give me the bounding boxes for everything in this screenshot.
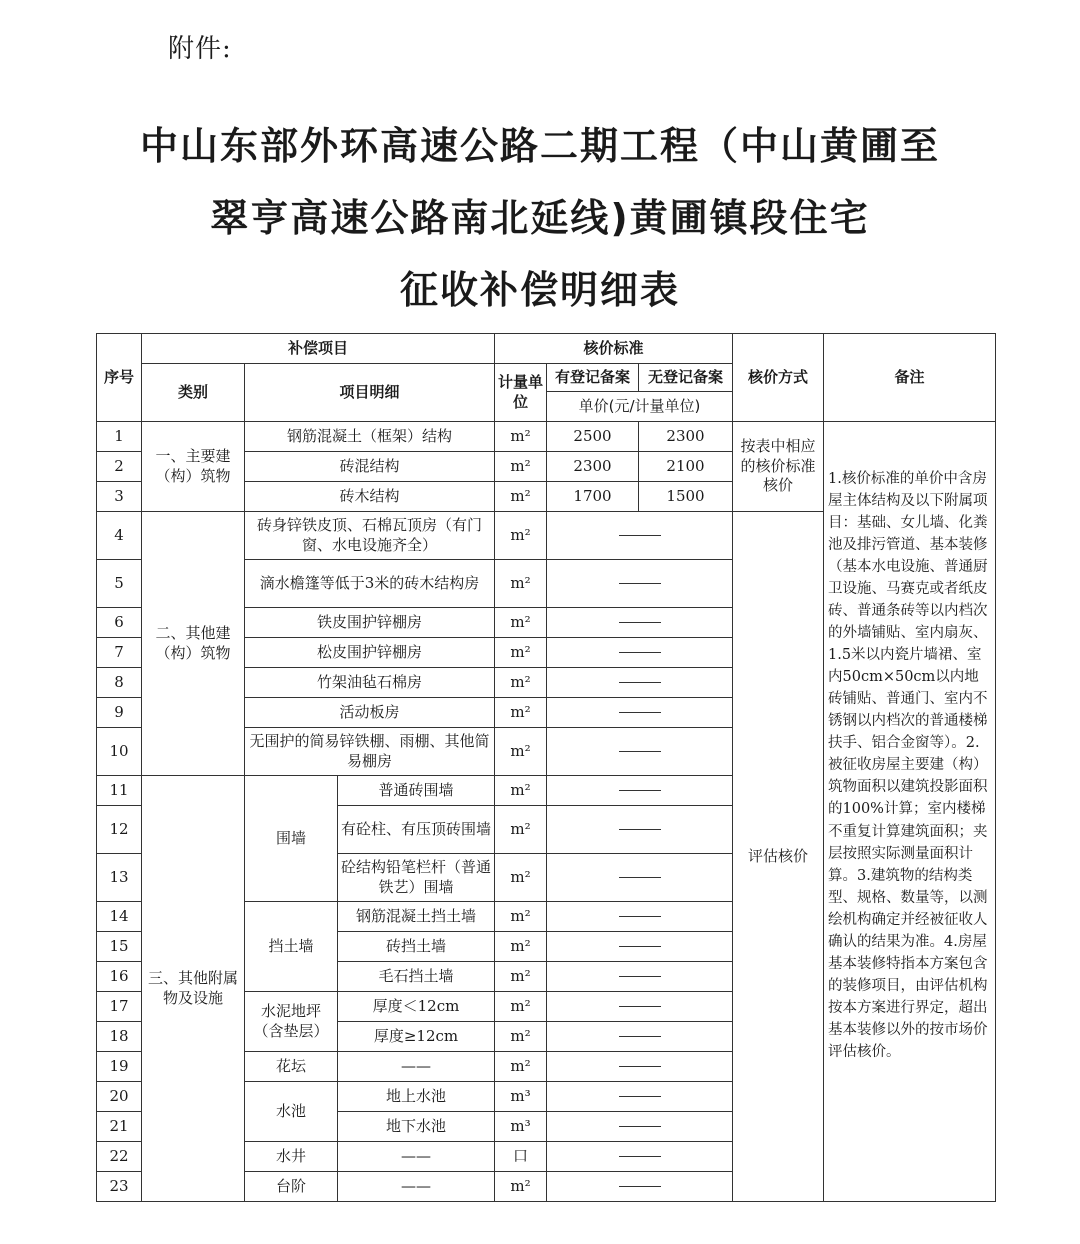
dash-mark [619,1036,661,1037]
title-line-3: 征收补偿明细表 [399,268,680,312]
dash-mark [619,829,661,830]
dash-mark [619,622,661,623]
seq-cell: 8 [97,668,142,698]
price-cell [547,1022,733,1052]
unit-cell: 口 [495,1142,547,1172]
detail-cell: —— [338,1172,495,1202]
dash-mark [619,790,661,791]
seq-cell: 16 [97,962,142,992]
unit-cell: m² [495,422,547,452]
method-cell: 按表中相应的核价标准核价 [733,422,824,512]
price-cell [547,512,733,560]
price-cell [547,1172,733,1202]
unregistered-price-cell: 2300 [639,422,733,452]
detail-cell: —— [338,1142,495,1172]
seq-cell: 3 [97,482,142,512]
header-unit: 计量单位 [495,364,547,422]
unregistered-price-cell: 2100 [639,452,733,482]
detail-cell: 厚度≥12cm [338,1022,495,1052]
seq-cell: 14 [97,902,142,932]
detail-cell: 松皮围护锌棚房 [245,638,495,668]
unit-cell: m² [495,992,547,1022]
price-cell [547,902,733,932]
header-item-detail: 项目明细 [245,364,495,422]
subcategory-cell: 水池 [245,1082,338,1142]
dash-mark [619,1096,661,1097]
dash-mark [619,751,661,752]
header-unit-price: 单价(元/计量单位) [547,392,733,422]
detail-cell: 钢筋混凝土（框架）结构 [245,422,495,452]
unit-cell: m² [495,728,547,776]
unit-cell: m² [495,854,547,902]
seq-cell: 10 [97,728,142,776]
dash-mark [619,712,661,713]
price-cell [547,668,733,698]
seq-cell: 23 [97,1172,142,1202]
detail-cell: 砖身锌铁皮顶、石棉瓦顶房（有门窗、水电设施齐全） [245,512,495,560]
subcategory-cell: 水泥地坪（含垫层） [245,992,338,1052]
seq-cell: 9 [97,698,142,728]
unit-cell: m² [495,1022,547,1052]
seq-cell: 5 [97,560,142,608]
detail-cell: 有砼柱、有压顶砖围墙 [338,806,495,854]
detail-cell: 地下水池 [338,1112,495,1142]
registered-price-cell: 2300 [547,452,639,482]
price-cell [547,1142,733,1172]
price-cell [547,932,733,962]
detail-cell: 砖混结构 [245,452,495,482]
unit-cell: m³ [495,1082,547,1112]
dash-mark [619,1006,661,1007]
unit-cell: m³ [495,1112,547,1142]
seq-cell: 13 [97,854,142,902]
header-pricing-method: 核价方式 [733,334,824,422]
price-cell [547,1112,733,1142]
seq-cell: 20 [97,1082,142,1112]
detail-cell: —— [338,1052,495,1082]
unit-cell: m² [495,902,547,932]
detail-cell: 砖挡土墙 [338,932,495,962]
dash-mark [619,583,661,584]
detail-cell: 砼结构铅笔栏杆（普通铁艺）围墙 [338,854,495,902]
dash-mark [619,976,661,977]
subcategory-cell: 台阶 [245,1172,338,1202]
dash-mark [619,652,661,653]
compensation-table [96,333,996,1202]
unit-cell: m² [495,1052,547,1082]
unit-cell: m² [495,1172,547,1202]
seq-cell: 19 [97,1052,142,1082]
unit-cell: m² [495,962,547,992]
detail-cell: 毛石挡土墙 [338,962,495,992]
price-cell [547,560,733,608]
unit-cell: m² [495,932,547,962]
seq-cell: 18 [97,1022,142,1052]
price-cell [547,962,733,992]
detail-cell: 竹架油毡石棉房 [245,668,495,698]
price-cell [547,776,733,806]
unit-cell: m² [495,452,547,482]
detail-cell: 铁皮围护锌棚房 [245,608,495,638]
price-cell [547,698,733,728]
unit-cell: m² [495,776,547,806]
unit-cell: m² [495,482,547,512]
dash-mark [619,535,661,536]
category-cell: 三、其他附属物及设施 [142,776,245,1202]
header-compensation-item: 补偿项目 [142,334,495,364]
unit-cell: m² [495,668,547,698]
detail-cell: 砖木结构 [245,482,495,512]
unit-cell: m² [495,512,547,560]
detail-cell: 无围护的简易锌铁棚、雨棚、其他简易棚房 [245,728,495,776]
price-cell [547,728,733,776]
seq-cell: 6 [97,608,142,638]
price-cell [547,1082,733,1112]
dash-mark [619,1186,661,1187]
seq-cell: 12 [97,806,142,854]
header-remarks: 备注 [824,334,996,422]
unit-cell: m² [495,806,547,854]
registered-price-cell: 1700 [547,482,639,512]
price-cell [547,854,733,902]
seq-cell: 2 [97,452,142,482]
seq-cell: 15 [97,932,142,962]
unit-cell: m² [495,698,547,728]
unit-cell: m² [495,560,547,608]
seq-cell: 22 [97,1142,142,1172]
seq-cell: 11 [97,776,142,806]
detail-cell: 钢筋混凝土挡土墙 [338,902,495,932]
dash-mark [619,877,661,878]
dash-mark [619,1066,661,1067]
unit-cell: m² [495,608,547,638]
unit-cell: m² [495,638,547,668]
seq-cell: 7 [97,638,142,668]
seq-cell: 4 [97,512,142,560]
registered-price-cell: 2500 [547,422,639,452]
header-registered: 有登记备案 [547,364,639,392]
subcategory-cell: 挡土墙 [245,902,338,992]
price-cell [547,1052,733,1082]
remarks-cell: 1.核价标准的单价中含房屋主体结构及以下附属项目：基础、女儿墙、化粪池及排污管道、基本装修（基本水电设施、普通厨卫设施、马赛克或者纸皮砖、普通条砖等以内档次的外墙铺贴、室内扇灰、1.5米以内瓷片墙裙、室内50cm×50cm以内地砖铺贴、普通门、室内不锈钢以内档次的普通楼梯扶手、铝合金窗等）。2.被征收房屋主要建（构）筑物面积以建筑投影面积的100%计算；室内楼梯不重复计算建筑面积；夹层按照实际测量面积计算。3.建筑物的结构类型、规格、数量等，以测绘机构确定并经被征收人确认的结果为准。4.房屋基本装修特指本方案包含的装修项目，由评估机构按本方案进行界定，超出基本装修以外的按市场价评估核价。 [824,422,996,1202]
attachment-label: 附件: [168,34,232,64]
price-cell [547,608,733,638]
header-price-standard: 核价标准 [495,334,733,364]
page-title [0,110,1080,326]
seq-cell: 21 [97,1112,142,1142]
dash-mark [619,682,661,683]
subcategory-cell: 水井 [245,1142,338,1172]
method-cell: 评估核价 [733,512,824,1202]
category-cell: 一、主要建（构）筑物 [142,422,245,512]
price-cell [547,992,733,1022]
seq-cell: 1 [97,422,142,452]
title-line-2: 翠亨高速公路南北延线)黄圃镇段住宅 [210,196,870,240]
category-cell: 二、其他建（构）筑物 [142,512,245,776]
unregistered-price-cell: 1500 [639,482,733,512]
dash-mark [619,1126,661,1127]
detail-cell: 活动板房 [245,698,495,728]
header-seq: 序号 [97,334,142,422]
detail-cell: 普通砖围墙 [338,776,495,806]
dash-mark [619,946,661,947]
detail-cell: 地上水池 [338,1082,495,1112]
subcategory-cell: 围墙 [245,776,338,902]
price-cell [547,638,733,668]
detail-cell: 厚度＜12cm [338,992,495,1022]
header-category: 类别 [142,364,245,422]
dash-mark [619,1156,661,1157]
table-row [97,422,996,452]
title-line-1: 中山东部外环高速公路二期工程（中山黄圃至 [139,124,940,168]
seq-cell: 17 [97,992,142,1022]
subcategory-cell: 花坛 [245,1052,338,1082]
price-cell [547,806,733,854]
dash-mark [619,916,661,917]
header-unregistered: 无登记备案 [639,364,733,392]
detail-cell: 滴水檐篷等低于3米的砖木结构房 [245,560,495,608]
